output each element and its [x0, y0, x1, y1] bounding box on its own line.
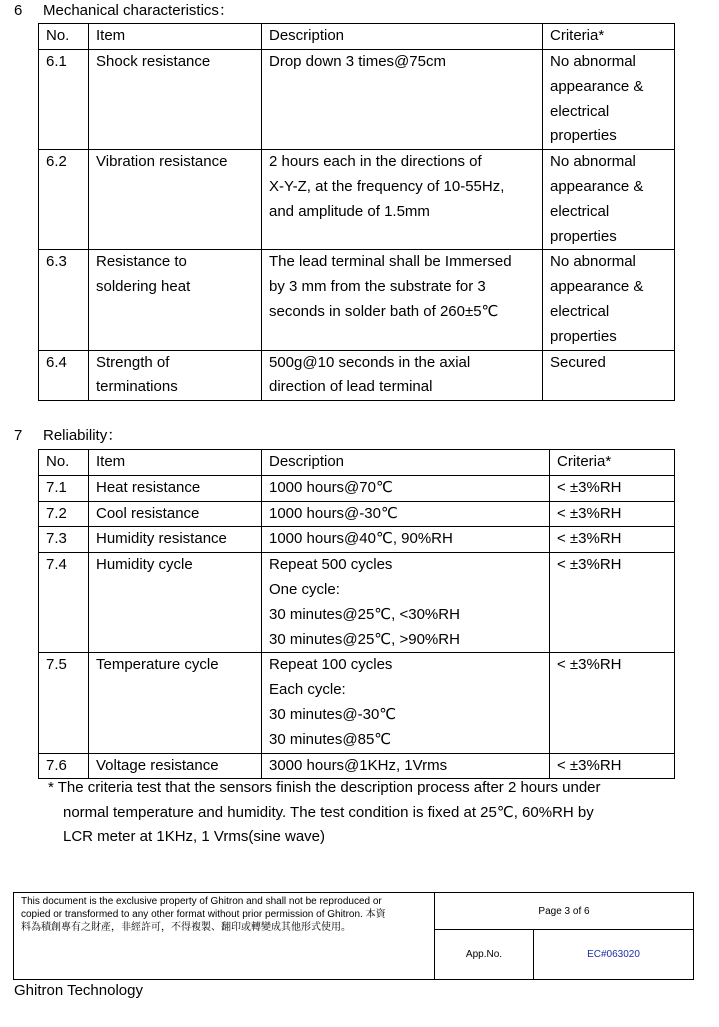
table-row [39, 50, 675, 150]
cell-line: One cycle: [269, 580, 340, 598]
cell-line: 500g@10 seconds in the axial [269, 353, 471, 371]
cell-criteria [550, 653, 675, 753]
cell-no: 6.2 [39, 150, 89, 250]
section-title: Mechanical characteristics： [43, 2, 234, 19]
header-criteria: Criteria* [543, 24, 675, 50]
cell-item [89, 753, 262, 779]
cell-line: < ±3%RH [557, 530, 622, 548]
cell-line: Repeat 100 cycles [269, 656, 393, 674]
cell-line: Resistance to [96, 253, 187, 271]
cell-line: appearance & [550, 77, 644, 95]
header-criteria: Criteria* [550, 450, 675, 476]
header-item: Item [89, 450, 262, 476]
table-header-row [39, 450, 675, 476]
cell-line: 30 minutes@25℃, <30%RH [269, 605, 460, 623]
cell-criteria [550, 475, 675, 501]
cell-no: 7.4 [39, 553, 89, 653]
header-no: No. [39, 450, 89, 476]
table-row [39, 475, 675, 501]
cell-line: Drop down 3 times@75cm [269, 53, 446, 70]
cell-description [262, 501, 550, 527]
cell-line: Shock resistance [96, 53, 211, 70]
cell-description [262, 50, 543, 150]
cell-line: < ±3%RH [557, 478, 622, 496]
cell-line: < ±3%RH [557, 756, 622, 774]
table-row [39, 150, 675, 250]
header-no: No. [39, 24, 89, 50]
cell-line: Voltage resistance [96, 756, 219, 774]
cell-description [262, 150, 543, 250]
cell-no: 7.2 [39, 501, 89, 527]
cell-line: Secured [550, 353, 606, 371]
table-header-row [39, 24, 675, 50]
cell-item [89, 475, 262, 501]
mechanical-characteristics-table [38, 23, 675, 401]
cell-no: 6.3 [39, 250, 89, 350]
cell-line: No abnormal [550, 153, 636, 171]
cell-line: properties [550, 327, 617, 345]
section-number: 6 [14, 2, 23, 19]
cell-description [262, 753, 550, 779]
cell-no: 7.6 [39, 753, 89, 779]
cell-line: Humidity cycle [96, 556, 193, 574]
header-item: Item [89, 24, 262, 50]
cell-line: Heat resistance [96, 478, 201, 496]
cell-criteria [550, 553, 675, 653]
cell-line: electrical [550, 102, 610, 120]
cell-no: 6.1 [39, 50, 89, 150]
cell-item [89, 250, 262, 350]
cell-no: 7.5 [39, 653, 89, 753]
cell-line: properties [550, 227, 617, 245]
cell-line: 1000 hours@-30℃ [269, 504, 398, 522]
cell-line: 2 hours each in the directions of [269, 153, 482, 171]
cell-line: 3000 hours@1KHz, 1Vrms [269, 756, 448, 774]
cell-line: electrical [550, 202, 610, 220]
cell-item [89, 50, 262, 150]
table-row [39, 350, 675, 401]
cell-line: Humidity resistance [96, 530, 227, 548]
cell-line: 1000 hours@70℃ [269, 478, 393, 496]
footnote-line: * The criteria test that the sensors finish the description process after 2 hours under [48, 779, 601, 796]
cell-line: No abnormal [550, 253, 636, 271]
cell-line: Vibration resistance [96, 153, 228, 171]
cell-line: Each cycle: [269, 681, 346, 699]
table-row [39, 501, 675, 527]
cell-line: Strength of [96, 353, 170, 371]
cell-criteria [550, 753, 675, 779]
cell-criteria [543, 350, 675, 401]
cell-description [262, 527, 550, 553]
table-row [39, 527, 675, 553]
cell-line: terminations [96, 378, 178, 396]
footnote-line: normal temperature and humidity. The test condition is fixed at 25℃, 60%RH by [63, 803, 594, 821]
cell-line: Cool resistance [96, 504, 200, 522]
cell-description [262, 553, 550, 653]
cell-line: 30 minutes@25℃, >90%RH [269, 630, 460, 648]
company-name: Ghitron Technology [14, 982, 143, 999]
cell-criteria [543, 150, 675, 250]
section-title: Reliability： [43, 427, 123, 444]
notice-line: 料為積創專有之財產，非經許可，不得複製、翻印或轉變成其他形式使用。 [21, 922, 351, 933]
cell-line: electrical [550, 302, 610, 320]
cell-line: < ±3%RH [557, 504, 622, 522]
cell-line: The lead terminal shall be Immersed [269, 253, 512, 271]
cell-criteria [543, 250, 675, 350]
cell-item [89, 150, 262, 250]
cell-line: 30 minutes@85℃ [269, 730, 392, 748]
header-description: Description [262, 450, 550, 476]
cell-line: No abnormal [550, 53, 636, 70]
cell-description [262, 653, 550, 753]
cell-criteria [543, 50, 675, 150]
cell-line: Repeat 500 cycles [269, 556, 393, 574]
table-row [39, 250, 675, 350]
cell-line: soldering heat [96, 278, 191, 296]
cell-line: and amplitude of 1.5mm [269, 202, 430, 220]
cell-line: by 3 mm from the substrate for 3 [269, 278, 486, 296]
reliability-table [38, 449, 675, 779]
cell-criteria [550, 501, 675, 527]
table-row [39, 753, 675, 779]
cell-no: 7.3 [39, 527, 89, 553]
table-row [39, 653, 675, 753]
cell-item [89, 501, 262, 527]
cell-item [89, 350, 262, 401]
cell-description [262, 250, 543, 350]
section-number: 7 [14, 427, 23, 444]
cell-item [89, 527, 262, 553]
header-description: Description [262, 24, 543, 50]
page-number: Page 3 of 6 [435, 893, 693, 930]
ec-number: EC#063020 [587, 949, 640, 960]
cell-item [89, 553, 262, 653]
cell-line: < ±3%RH [557, 556, 622, 574]
footnote-line: LCR meter at 1KHz, 1 Vrms(sine wave) [63, 828, 326, 846]
cell-description [262, 475, 550, 501]
notice-line: copied or transformed to any other format without prior permission of Ghitron. 本資 [21, 909, 386, 920]
criteria-footnote [48, 776, 688, 850]
cell-line: properties [550, 127, 617, 145]
cell-line: appearance & [550, 177, 644, 195]
document-footer-box [13, 892, 694, 980]
cell-line: appearance & [550, 278, 644, 296]
table-row [39, 553, 675, 653]
cell-line: X-Y-Z, at the frequency of 10-55Hz, [269, 177, 505, 195]
cell-line: 30 minutes@-30℃ [269, 705, 397, 723]
app-no-label: App.No. [435, 930, 534, 979]
cell-no: 6.4 [39, 350, 89, 401]
cell-description [262, 350, 543, 401]
cell-line: seconds in solder bath of 260±5℃ [269, 302, 499, 320]
cell-criteria [550, 527, 675, 553]
confidentiality-notice [14, 893, 435, 979]
cell-line: Temperature cycle [96, 656, 219, 674]
cell-line: < ±3%RH [557, 656, 622, 674]
cell-line: 1000 hours@40℃, 90%RH [269, 530, 453, 548]
cell-line: direction of lead terminal [269, 378, 433, 396]
cell-no: 7.1 [39, 475, 89, 501]
notice-line: This document is the exclusive property of Ghitron and shall not be reproduced or [21, 896, 382, 907]
cell-item [89, 653, 262, 753]
